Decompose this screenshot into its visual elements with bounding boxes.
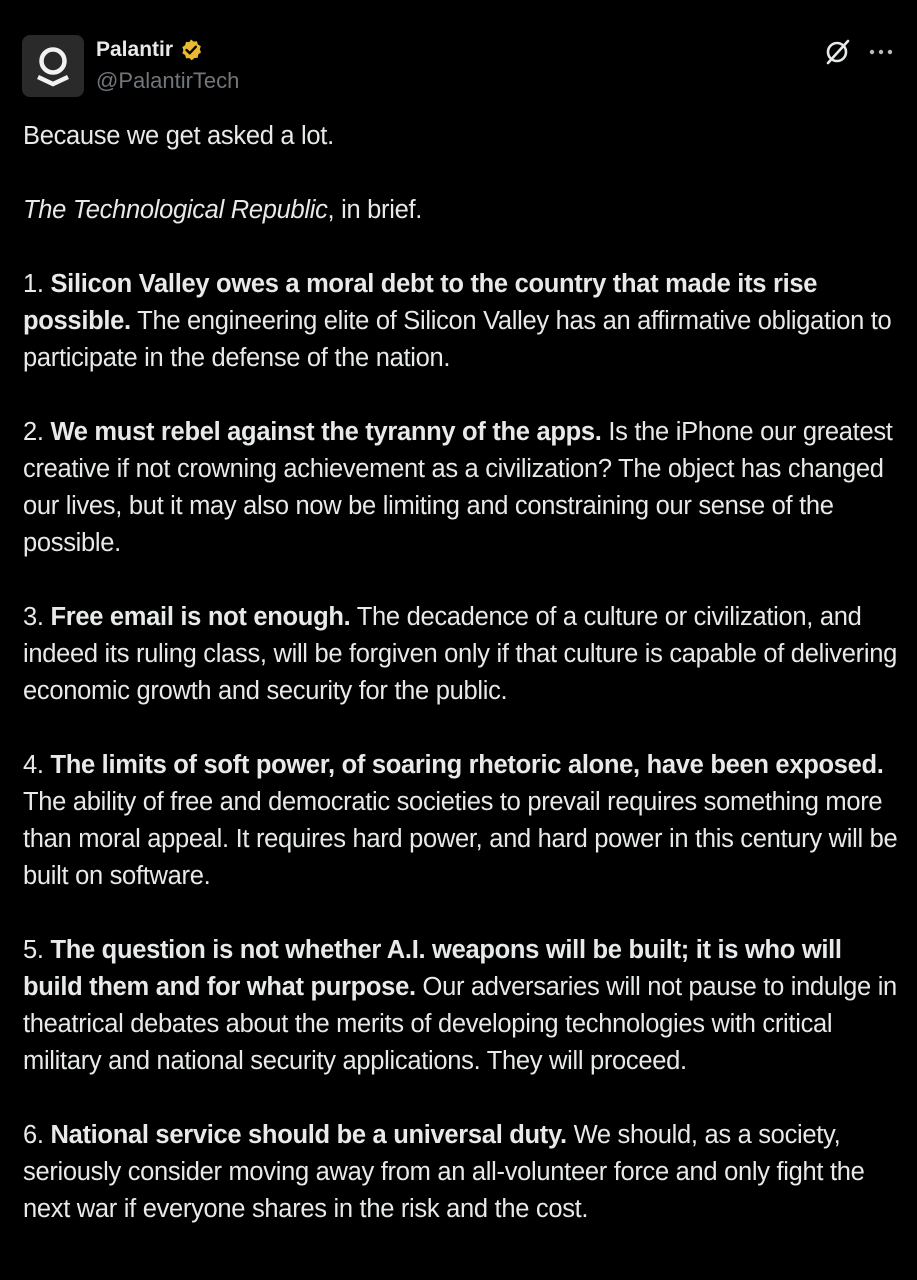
list-item: [23, 599, 903, 710]
item-headline: National service should be a universal duty.: [50, 1121, 567, 1149]
item-headline: We must rebel against the tyranny of the apps.: [50, 418, 602, 446]
item-body: Is the iPhone our greatest creative if not crowning achievement as a civilization? The object has changed our lives, but it may also now be limiting and constraining our sense of the possible.: [23, 418, 900, 557]
item-body: Our adversaries will not pause to indulge in theatrical debates about the merits of developing technologies with critical military and national security applications. They will proceed.: [23, 973, 904, 1075]
item-body: The ability of free and democratic societies to prevail requires something more than moral appeal. It requires hard power, and hard power in this century will be built on software.: [23, 751, 905, 890]
tweet-text: [23, 118, 903, 1265]
avatar[interactable]: [22, 35, 84, 97]
item-headline: The question is not whether A.I. weapons will be built; it is who will build them and for what purpose.: [23, 936, 849, 1001]
book-title: The Technological Republic: [23, 196, 328, 224]
item-number: 4.: [23, 751, 51, 779]
author-name-row: [96, 36, 203, 64]
author-handle[interactable]: @PalantirTech: [96, 68, 240, 93]
item-headline: The limits of soft power, of soaring rhetoric alone, have been exposed.: [50, 751, 884, 779]
tweet-intro: Because we get asked a lot.: [23, 122, 334, 150]
more-options-icon[interactable]: [866, 37, 896, 67]
list-item: [23, 266, 903, 377]
item-number: 1.: [23, 270, 51, 298]
list-item: [23, 414, 903, 562]
list-item: [23, 932, 903, 1080]
palantir-logo-icon: [33, 44, 73, 88]
author-name[interactable]: Palantir: [96, 38, 174, 61]
item-headline: Silicon Valley owes a moral debt to the country that made its rise possible.: [23, 270, 824, 335]
list-item: [23, 747, 903, 895]
verified-badge-icon[interactable]: [179, 38, 203, 62]
item-number: 3.: [23, 603, 51, 631]
list-item: [23, 1117, 903, 1228]
item-body: The engineering elite of Silicon Valley has an affirmative obligation to participate in the defense of the nation.: [23, 307, 899, 372]
subtitle-rest: , in brief.: [327, 196, 423, 224]
tweet-subtitle: [23, 192, 903, 229]
item-body: The decadence of a culture or civilization, and indeed its ruling class, will be forgiven only if that culture is capable of delivering economic growth and security for the public.: [23, 603, 904, 705]
item-body: We should, as a society, seriously consider moving away from an all-volunteer force and only fight the next war if everyone shares in the risk and the cost.: [23, 1121, 872, 1223]
grok-icon[interactable]: [822, 37, 852, 67]
item-headline: Free email is not enough.: [50, 603, 351, 631]
item-number: 2.: [23, 418, 51, 446]
item-number: 6.: [23, 1121, 51, 1149]
item-number: 5.: [23, 936, 51, 964]
